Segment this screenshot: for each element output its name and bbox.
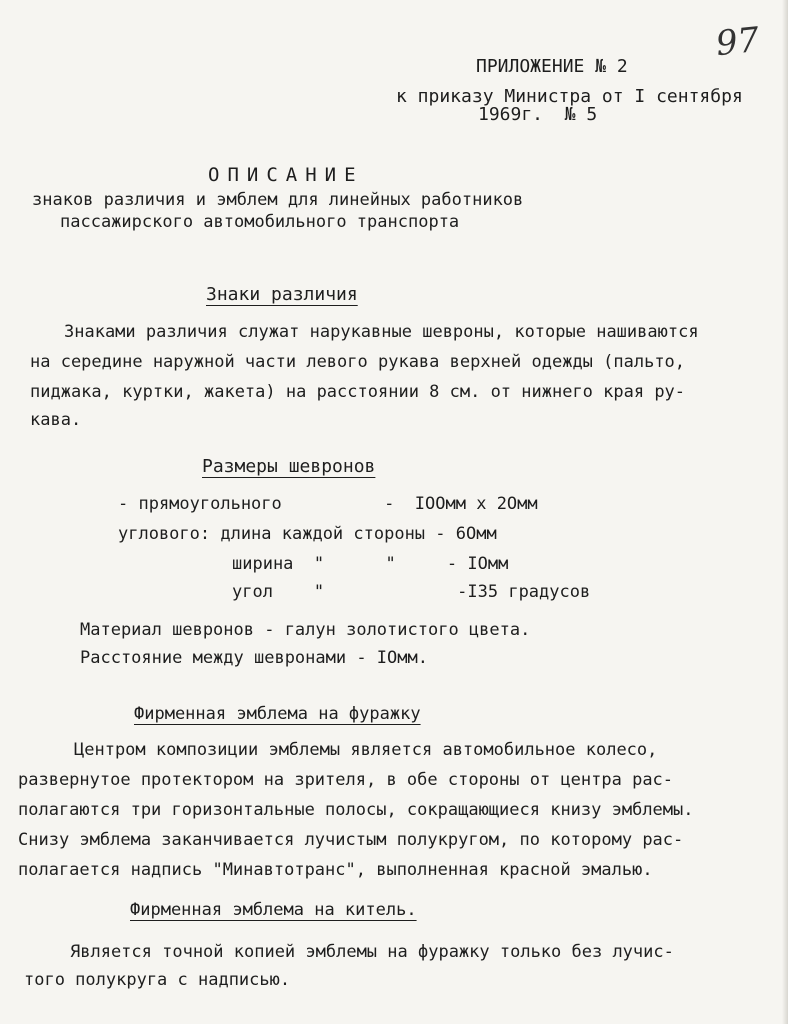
chevron-distance: Расстояние между шевронами - IOмм. bbox=[80, 648, 428, 668]
cap-emblem-line-1: Центром композиции эмблемы является автомобильное колесо, bbox=[74, 740, 658, 760]
insignia-paragraph-line-1: Знаками различия служат нарукавные шевроны, которые нашиваются bbox=[64, 322, 699, 342]
section-heading-cap-emblem: Фирменная эмблема на фуражку bbox=[134, 704, 421, 724]
jacket-emblem-line-2: того полукруга с надписью. bbox=[24, 970, 291, 990]
insignia-paragraph-line-2: на середине наружной части левого рукава верхней одежды (пальто, bbox=[30, 352, 686, 372]
jacket-emblem-line-1: Является точной копией эмблемы на фуражку только без лучис- bbox=[70, 942, 674, 962]
chevron-size-rectangular: - прямоугольного - IOOмм х 2Oмм bbox=[118, 494, 538, 514]
section-heading-jacket-emblem: Фирменная эмблема на китель. bbox=[130, 900, 417, 920]
cap-emblem-line-5: полагается надпись "Минавтотранс", выполненная красной эмалью. bbox=[18, 860, 653, 880]
order-date-number: 1969г. № 5 bbox=[478, 104, 598, 125]
appendix-label: ПРИЛОЖЕНИЕ № 2 bbox=[476, 56, 628, 77]
chevron-size-angle: угол " -I35 градусов bbox=[232, 582, 591, 602]
insignia-paragraph-line-4: кава. bbox=[30, 410, 82, 430]
title-subline-2: пассажирского автомобильного транспорта bbox=[60, 212, 460, 232]
document-title: ОПИСАНИЕ bbox=[208, 164, 364, 186]
chevron-material: Материал шевронов - галун золотистого цвета. bbox=[80, 620, 531, 640]
handwritten-page-number: 97 bbox=[714, 19, 762, 65]
cap-emblem-line-2: развернутое протектором на зрителя, в обе стороны от центра рас- bbox=[18, 770, 674, 790]
page-edge-shadow bbox=[782, 0, 788, 1024]
insignia-paragraph-line-3: пиджака, куртки, жакета) на расстоянии 8 см. от нижнего края ру- bbox=[30, 382, 686, 402]
cap-emblem-line-3: полагаются три горизонтальные полосы, сокращающиеся книзу эмблемы. bbox=[18, 800, 694, 820]
chevron-size-width: ширина " " - IOмм bbox=[232, 554, 509, 574]
cap-emblem-line-4: Снизу эмблема заканчивается лучистым полукругом, по которому рас- bbox=[18, 830, 684, 850]
section-heading-insignia: Знаки различия bbox=[206, 284, 358, 305]
order-reference: к приказу Министра от I сентября bbox=[396, 86, 743, 107]
section-heading-chevron-sizes: Размеры шевронов bbox=[202, 456, 376, 477]
chevron-size-angular-length: углового: длина каждой стороны - 6Oмм bbox=[118, 524, 497, 544]
title-subline-1: знаков различия и эмблем для линейных работников bbox=[32, 190, 524, 210]
